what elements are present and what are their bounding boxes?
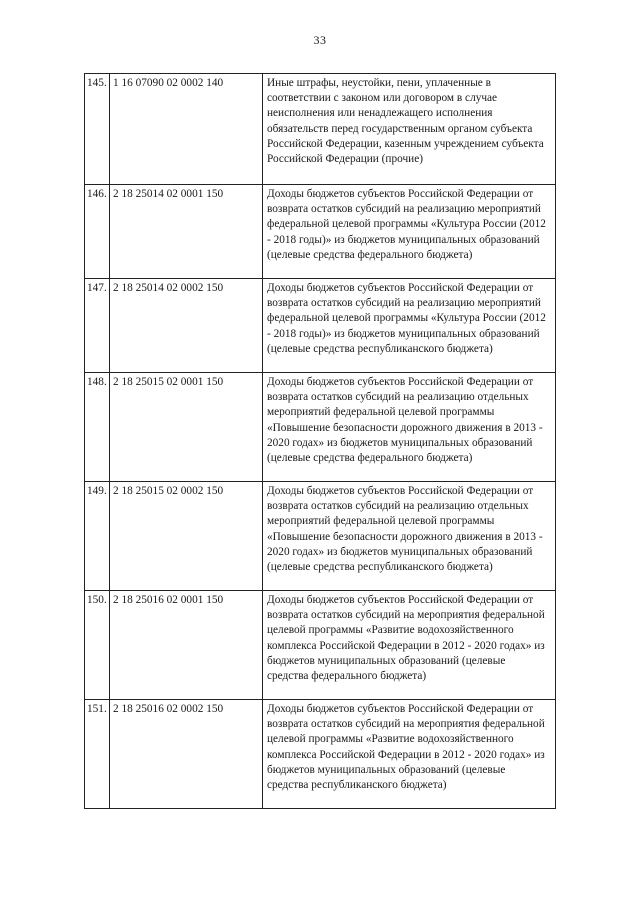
budget-code: 2 18 25014 02 0001 150	[110, 185, 263, 279]
table-row	[85, 185, 556, 279]
row-number: 148.	[85, 373, 110, 482]
row-number: 149.	[85, 482, 110, 591]
budget-code: 1 16 07090 02 0002 140	[110, 74, 263, 185]
page-number: 33	[313, 33, 327, 47]
row-number: 146.	[85, 185, 110, 279]
budget-codes-table	[84, 73, 556, 809]
table-row	[85, 700, 556, 809]
row-description: Доходы бюджетов субъектов Российской Федерации от возврата остатков субсидий на реализацию отдельных мероприятий федеральной целевой программы «Повышение безопасности дорожного движения в 2013 - 2020 годах» из бюджетов муниципальных образований (целевые средства республиканского бюджета)	[263, 482, 556, 591]
budget-code: 2 18 25015 02 0001 150	[110, 373, 263, 482]
row-number: 147.	[85, 279, 110, 373]
table-row	[85, 482, 556, 591]
row-number: 150.	[85, 591, 110, 700]
table-row	[85, 279, 556, 373]
row-description: Доходы бюджетов субъектов Российской Федерации от возврата остатков субсидий на мероприятия федеральной целевой программы «Развитие водохозяйственного комплекса Российской Федерации в 2012 - 2020 годах» из бюджетов муниципальных образований (целевые средства республиканского бюджета)	[263, 700, 556, 809]
table-row	[85, 74, 556, 185]
row-description: Доходы бюджетов субъектов Российской Федерации от возврата остатков субсидий на реализацию мероприятий федеральной целевой программы «Культура России (2012 - 2018 годы)» из бюджетов муниципальных образований (целевые средства республиканского бюджета)	[263, 279, 556, 373]
row-description: Доходы бюджетов субъектов Российской Федерации от возврата остатков субсидий на реализацию отдельных мероприятий федеральной целевой программы «Повышение безопасности дорожного движения в 2013 - 2020 годах» из бюджетов муниципальных образований (целевые средства федерального бюджета)	[263, 373, 556, 482]
budget-code: 2 18 25014 02 0002 150	[110, 279, 263, 373]
row-number: 145.	[85, 74, 110, 185]
row-number: 151.	[85, 700, 110, 809]
row-description: Доходы бюджетов субъектов Российской Федерации от возврата остатков субсидий на мероприятия федеральной целевой программы «Развитие водохозяйственного комплекса Российской Федерации в 2012 - 2020 годах» из бюджетов муниципальных образований (целевые средства федерального бюджета)	[263, 591, 556, 700]
budget-code: 2 18 25016 02 0001 150	[110, 591, 263, 700]
row-description: Иные штрафы, неустойки, пени, уплаченные в соответствии с законом или договором в случае неисполнения или ненадлежащего исполнения обязательств перед государственным органом субъекта Российской Федерации, казенным учреждением субъекта Российской Федерации (прочие)	[263, 74, 556, 185]
budget-code: 2 18 25015 02 0002 150	[110, 482, 263, 591]
row-description: Доходы бюджетов субъектов Российской Федерации от возврата остатков субсидий на реализацию мероприятий федеральной целевой программы «Культура России (2012 - 2018 годы)» из бюджетов муниципальных образований (целевые средства федерального бюджета)	[263, 185, 556, 279]
table-row	[85, 591, 556, 700]
budget-code: 2 18 25016 02 0002 150	[110, 700, 263, 809]
table-row	[85, 373, 556, 482]
